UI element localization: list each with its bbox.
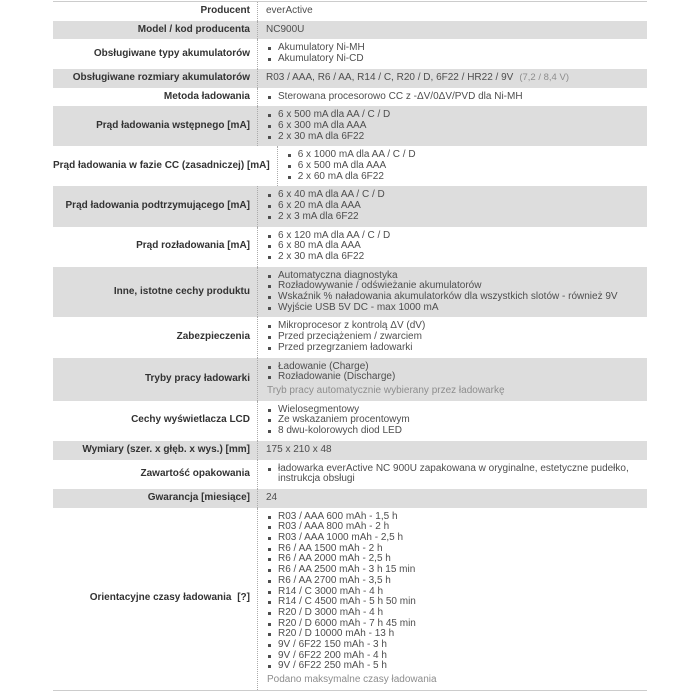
row-value (257, 21, 647, 40)
bullet-item-text: Ze wskazaniem procentowym (278, 414, 410, 426)
bullet-item-text: R03 / AAA 1000 mAh - 2,5 h (278, 532, 404, 544)
value-text: 175 x 210 x 48 (266, 443, 332, 455)
bullet-icon (268, 194, 271, 197)
bullet-icon (268, 325, 271, 328)
bullet-icon (268, 296, 271, 299)
row-label-text: Metoda ładowania (163, 90, 250, 102)
bullet-list-item (286, 172, 641, 183)
row-label-text: Obsługiwane rozmiary akumulatorów (72, 71, 250, 83)
row-label-text: Prąd ładowania wstępnego [mA] (96, 119, 250, 131)
row-label-text: Zabezpieczenia (176, 331, 250, 343)
row-value (257, 358, 647, 401)
bullet-item-text: 6 x 500 mA dla AAA (297, 160, 387, 172)
bullet-icon (268, 256, 271, 259)
bullet-item-text: R20 / D 10000 mAh - 13 h (278, 628, 395, 640)
table-row (53, 460, 647, 489)
bullet-item-text: 9V / 6F22 250 mAh - 5 h (278, 660, 387, 672)
value-suffix-muted: (7,2 / 8,4 V) (519, 71, 569, 83)
bullet-item-text: Przed przegrzaniem ładowarki (278, 341, 413, 353)
bullet-icon (268, 665, 271, 668)
row-value (257, 441, 647, 460)
row-label-text: Model / kod producenta (137, 23, 250, 35)
value-text: 24 (266, 491, 278, 503)
table-row (53, 267, 647, 318)
table-row (53, 401, 647, 441)
bullet-list-item (266, 426, 641, 437)
row-label (53, 441, 257, 460)
bullet-icon (268, 409, 271, 412)
bullet-list-item (266, 576, 641, 587)
bullet-item-text: R6 / AA 2500 mAh - 3 h 15 min (278, 564, 416, 576)
bullet-icon (268, 580, 271, 583)
bullet-icon (268, 96, 271, 99)
bullet-item-text: Automatyczna diagnostyka (278, 269, 398, 281)
table-row (53, 227, 647, 267)
bullet-item-text: Rozładowanie (Discharge) (278, 371, 396, 383)
row-label (53, 69, 257, 88)
row-label (53, 186, 257, 226)
bullet-icon (268, 275, 271, 278)
row-label (53, 106, 257, 146)
bullet-item-text: Przed przeciążeniem / zwarciem (278, 331, 422, 343)
bullet-icon (268, 548, 271, 551)
row-value (257, 317, 647, 357)
bullet-list-item (266, 372, 641, 383)
row-label (53, 401, 257, 441)
bullet-icon (268, 205, 271, 208)
bullet-item-text: Akumulatory Ni-CD (278, 53, 364, 65)
table-row (53, 39, 647, 68)
bullet-icon (268, 136, 271, 139)
bullet-list-item (266, 343, 641, 354)
bullet-icon (268, 526, 271, 529)
bullet-item-text: 6 x 120 mA dla AA / C / D (278, 229, 391, 241)
bullet-icon (268, 47, 271, 50)
bullet-icon (268, 537, 271, 540)
row-label (53, 39, 257, 68)
table-row (53, 2, 647, 21)
bullet-item-text: Ładowanie (Charge) (278, 360, 369, 372)
bullet-item-text: Wskaźnik % naładowania akumulatorków dla wszystkich slotów - również 9V (278, 291, 618, 303)
bullet-icon (268, 125, 271, 128)
bullet-icon (268, 644, 271, 647)
value-text-line (266, 25, 641, 36)
bullet-icon (268, 569, 271, 572)
bullet-icon (268, 612, 271, 615)
row-label-text: Wymiary (szer. x głęb. x wys.) [mm] (82, 443, 250, 455)
row-label (53, 146, 277, 186)
table-row (53, 358, 647, 401)
table-row (53, 508, 647, 690)
bullet-icon (268, 216, 271, 219)
bullet-item-text: Rozładowywanie / odświeżanie akumulatorów (278, 280, 482, 292)
bullet-list-item (266, 303, 641, 314)
row-note-muted: Podano maksymalne czasy ładowania (267, 674, 437, 686)
bullet-icon (268, 307, 271, 310)
bullet-item-text: 6 x 20 mA dla AAA (278, 200, 361, 212)
bullet-list-item (266, 54, 641, 65)
table-row (53, 441, 647, 460)
row-label-text: Producent (200, 5, 250, 16)
bullet-item-text: Akumulatory Ni-MH (278, 42, 365, 54)
row-value (257, 2, 647, 21)
row-value (257, 106, 647, 146)
bullet-icon (268, 601, 271, 604)
row-value (257, 460, 647, 489)
bullet-list-item (266, 661, 641, 672)
value-text-line (266, 445, 641, 456)
bullet-icon (268, 336, 271, 339)
bullet-icon (268, 655, 271, 658)
row-label (53, 317, 257, 357)
bullet-item-text: 8 dwu-kolorowych diod LED (278, 425, 402, 437)
bullet-icon (288, 176, 291, 179)
row-label-text: Cechy wyświetlacza LCD (131, 414, 250, 426)
table-row (53, 106, 647, 146)
table-row (53, 146, 647, 186)
bullet-item-text: Wielosegmentowy (278, 403, 360, 415)
row-label-text: Zawartość opakowania (140, 467, 250, 479)
row-label-text: Prąd ładowania w fazie CC (zasadniczej) [mA] (53, 160, 270, 172)
bullet-icon (268, 285, 271, 288)
value-text: NC900U (266, 23, 305, 35)
bullet-icon (268, 376, 271, 379)
row-label-text: Prąd rozładowania [mA] (136, 240, 250, 252)
bullet-list-item (266, 212, 641, 223)
bullet-item-text: R03 / AAA 600 mAh - 1,5 h (278, 510, 398, 522)
table-row (53, 88, 647, 107)
bullet-item-text: 9V / 6F22 200 mAh - 4 h (278, 649, 387, 661)
bullet-item-text: 2 x 3 mA dla 6F22 (278, 210, 359, 222)
row-label (53, 2, 257, 21)
bullet-icon (268, 623, 271, 626)
bullet-item-text: Sterowana procesorowo CC z -ΔV/0ΔV/PVD dla Ni-MH (278, 90, 523, 102)
product-spec-table (53, 1, 647, 691)
bullet-icon (268, 58, 271, 61)
bullet-icon (268, 347, 271, 350)
row-label-text: Obsługiwane typy akumulatorów (93, 47, 250, 59)
value-text-line (266, 6, 641, 17)
bullet-item-text: ładowarka everActive NC 900U zapakowana w oryginalne, estetyczne pudełko, instrukcja obsługi (278, 462, 629, 485)
bullet-item-text: 2 x 30 mA dla 6F22 (278, 250, 365, 262)
row-label-text: Orientacyjne czasy ładowania (89, 592, 232, 604)
bullet-item-text: R14 / C 3000 mAh - 4 h (278, 585, 384, 597)
row-value (257, 88, 647, 107)
row-label-text: Inne, istotne cechy produktu (113, 285, 250, 297)
row-label (53, 21, 257, 40)
bullet-item-text: 6 x 1000 mA dla AA / C / D (297, 149, 416, 161)
row-note-muted: Tryb pracy automatycznie wybierany przez ładowarkę (267, 384, 505, 396)
table-row (53, 186, 647, 226)
bullet-item-text: 9V / 6F22 150 mAh - 3 h (278, 639, 387, 651)
row-value (257, 227, 647, 267)
bullet-list-item (266, 92, 641, 103)
row-label (53, 460, 257, 489)
value-text: R03 / AAA, R6 / AA, R14 / C, R20 / D, 6F22 / HR22 / 9V (266, 71, 514, 83)
row-label (53, 508, 257, 690)
bullet-item-text: 2 x 60 mA dla 6F22 (297, 170, 384, 182)
row-value (257, 69, 647, 88)
bullet-item-text: 6 x 40 mA dla AA / C / D (278, 189, 385, 201)
bullet-icon (268, 245, 271, 248)
row-label-text: Prąd ładowania podtrzymującego [mA] (65, 200, 250, 212)
bullet-item-text: R03 / AAA 800 mAh - 2 h (278, 521, 390, 533)
bullet-icon (268, 235, 271, 238)
row-value (257, 267, 647, 318)
bullet-list-item (266, 252, 641, 263)
value-text-line (266, 73, 641, 84)
row-label (53, 88, 257, 107)
row-value (277, 146, 647, 186)
bullet-icon (288, 165, 291, 168)
bullet-item-text: Wyjście USB 5V DC - max 1000 mA (278, 301, 439, 313)
row-value (257, 186, 647, 226)
table-row (53, 317, 647, 357)
row-value (257, 489, 647, 508)
bullet-icon (268, 591, 271, 594)
bullet-item-text: 6 x 80 mA dla AAA (278, 240, 361, 252)
bullet-item-text: R6 / AA 2000 mAh - 2,5 h (278, 553, 391, 565)
bullet-item-text: 6 x 500 mA dla AA / C / D (278, 109, 391, 121)
row-label-text: Tryby pracy ładowarki (144, 372, 250, 384)
bullet-icon (268, 633, 271, 636)
bullet-item-text: 6 x 300 mA dla AAA (278, 119, 367, 131)
bullet-item-text: R6 / AA 1500 mAh - 2 h (278, 542, 383, 554)
bullet-icon (268, 419, 271, 422)
row-label (53, 489, 257, 508)
bullet-list-item (266, 464, 641, 485)
bullet-item-text: R14 / C 4500 mAh - 5 h 50 min (278, 596, 416, 608)
row-label (53, 267, 257, 318)
row-label (53, 358, 257, 401)
table-row (53, 21, 647, 40)
bullet-item-text: 2 x 30 mA dla 6F22 (278, 130, 365, 142)
bullet-icon (288, 154, 291, 157)
bullet-icon (268, 558, 271, 561)
table-row (53, 489, 647, 508)
bullet-list-item (266, 132, 641, 143)
bullet-icon (268, 366, 271, 369)
table-row (53, 69, 647, 88)
row-label (53, 227, 257, 267)
bullet-icon (268, 468, 271, 471)
row-value (257, 39, 647, 68)
bullet-item-text: R6 / AA 2700 mAh - 3,5 h (278, 574, 391, 586)
row-value (257, 401, 647, 441)
bullet-icon (268, 430, 271, 433)
row-label-text: Gwarancja [miesiące] (147, 491, 250, 503)
value-text: everActive (266, 5, 313, 16)
bullet-icon (268, 114, 271, 117)
bullet-icon (268, 516, 271, 519)
bullet-item-text: Mikroprocesor z kontrolą ΔV (dV) (278, 320, 426, 332)
row-value (257, 508, 647, 690)
value-text-line (266, 493, 641, 504)
bullet-item-text: R20 / D 6000 mAh - 7 h 45 min (278, 617, 416, 629)
bullet-item-text: R20 / D 3000 mAh - 4 h (278, 606, 384, 618)
help-icon[interactable]: [?] (234, 592, 250, 604)
